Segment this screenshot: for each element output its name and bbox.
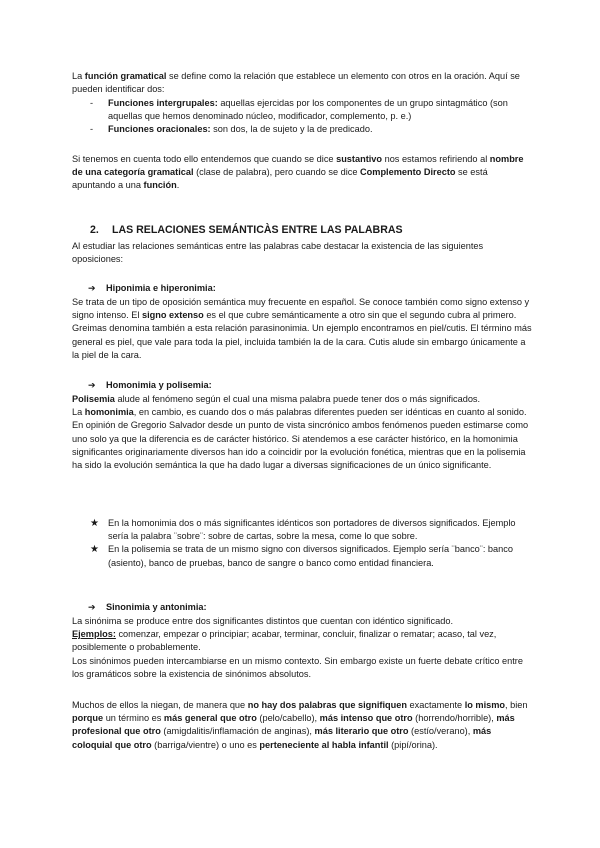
list-item: [72, 97, 532, 123]
final-paragraph: [72, 699, 532, 752]
text-run: nos estamos refiriendo al: [382, 154, 490, 164]
text-run: (clase de palabra), pero cuando se dice: [193, 167, 361, 178]
text-run: se está apuntando a una: [72, 167, 488, 191]
dash-marker: -: [90, 124, 94, 135]
text-run: comenzar, empezar o principiar; acabar, terminar, concluir, finalizar o rematar; acaso, tal vez, posiblemente o probablemente.: [72, 629, 497, 653]
item-text: En la homonimia dos o más significantes idénticos son portadores de diversos significados. Ejemplo sería la palabra ¨sobre¨: sobre de cartas, sobre la mesa, come lo que sobre.: [108, 518, 516, 542]
sustantivo-paragraph: [72, 153, 532, 193]
term: homonimia: [84, 407, 134, 418]
arrow-icon: ➔: [88, 602, 96, 612]
examples-label: Ejemplos:: [72, 629, 116, 640]
section-title: LAS RELACIONES SEMÁNTICÀS ENTRE LAS PALABRAS: [112, 224, 403, 236]
text-run: (pipí/orina).: [388, 739, 438, 750]
section-number: 2.: [90, 224, 99, 236]
text-run: La: [72, 71, 85, 81]
homonimia-body: [72, 393, 532, 472]
text-run: .: [176, 180, 180, 191]
polisemia-line: [72, 393, 532, 406]
item-title: Funciones oracionales:: [108, 124, 211, 135]
text-run: (estío/verano),: [408, 726, 473, 737]
salvador-paragraph: [72, 419, 532, 472]
list-item: [72, 517, 532, 543]
text-run: es el que cubre semánticamente a otro sin que el segundo cubra al primero. Greimas denomina también a esta relación parasinonimia. Un ejemplo encontramos en piel/cutis. El término más general es piel, que vale para toda la piel, incluida también la de la cara. Cutis alude sin embargo únicamente a la piel de la cara.: [72, 310, 532, 360]
text-run: Muchos de ellos la niegan, de manera que: [72, 700, 248, 710]
dash-marker: -: [90, 98, 94, 108]
term: lo mismo: [464, 700, 506, 710]
text-run: alude al fenómeno según el cual una misma palabra puede tener dos o más significados.: [114, 394, 481, 404]
subheading-homonimia: [72, 379, 548, 392]
text-run: (barriga/vientre) o uno es: [151, 739, 260, 750]
text-run: (pelo/cabello),: [256, 713, 320, 724]
term-funcion-gramatical: función gramatical: [84, 71, 167, 81]
text-run: exactamente: [406, 700, 465, 710]
text-run: Se trata de un tipo de oposición semántica muy frecuente en español. Se conoce también como signo extenso y signo intenso. El: [72, 297, 530, 321]
text-run: La: [72, 407, 85, 418]
text-run: Al estudiar las relaciones semánticas entre las palabras cabe destacar la existencia de las siguientes oposiciones:: [72, 241, 484, 265]
term: más general que otro: [163, 713, 257, 724]
term: más literario que otro: [314, 726, 409, 737]
sinonimia-debate: [72, 655, 532, 681]
list-item: [72, 123, 532, 136]
term: Complemento Directo: [360, 167, 456, 178]
subheading-sinonimia: [72, 601, 548, 614]
term: nombre de una categoría gramatical: [72, 154, 524, 178]
sinonimia-examples: [72, 628, 532, 654]
star-icon: ★: [90, 544, 99, 556]
item-text: son dos, la de sujeto y la de predicado.: [210, 124, 373, 135]
arrow-icon: ➔: [88, 283, 96, 293]
subheading-text: Homonimia y polisemia:: [106, 380, 212, 390]
sinonimia-definition: [72, 615, 532, 628]
text-run: , bien: [505, 700, 528, 710]
term: signo extenso: [141, 310, 204, 321]
homonimia-line: [72, 406, 532, 419]
list-item: [72, 543, 532, 569]
subheading-text: Sinonimia y antonimia:: [106, 602, 207, 612]
subheading-text: Hiponimia e hiperonimia:: [106, 283, 216, 293]
functions-list: [72, 97, 532, 137]
item-title: Funciones intergrupales:: [108, 98, 218, 108]
term: función: [143, 180, 177, 191]
text-run: (horrendo/horrible),: [412, 713, 497, 724]
section-heading: [72, 224, 532, 237]
examples-list: [72, 517, 532, 570]
term: no hay dos palabras que signifiquen: [247, 700, 407, 710]
term: porque: [72, 713, 104, 724]
text-run: Los sinónimos pueden intercambiarse en un mismo contexto. Sin embargo existe un fuerte debate crítico entre los gramáticos sobre la existencia de sinónimos absolutos.: [72, 655, 523, 679]
text-run: , en cambio, es cuando dos o más palabras diferentes pueden ser idénticas en cuanto al sonido.: [133, 407, 527, 418]
hiponimia-paragraph: [72, 296, 532, 362]
text-run: La sinónima se produce entre dos significantes distintos que cuentan con idéntico significado.: [72, 616, 454, 626]
term: Polisemia: [72, 394, 115, 404]
section-intro: [72, 240, 532, 266]
text-run: (amigdalitis/inflamación de anginas),: [160, 726, 315, 737]
term: más intenso que otro: [319, 713, 413, 724]
text-run: En opinión de Gregorio Salvador desde un punto de vista sincrónico ambos fenómenos pueden estimarse como uno solo ya que la diferencia es de carácter histórico. Si atendemos a ese carácter histórico, en la homonimia significantes originariamente diversos han ido a coincidir por la evolución fonética, mientras que en la polisemia ha sido la evolución semántica la que ha dado lugar a diversas significaciones de un único significante.: [72, 420, 529, 471]
sinonimia-body: [72, 615, 532, 681]
subheading-hiponimia: [72, 282, 548, 295]
arrow-icon: ➔: [88, 380, 96, 390]
text-run: un término es: [103, 713, 164, 724]
intro-paragraph: [72, 70, 532, 96]
term: perteneciente al habla infantil: [259, 739, 389, 750]
term: sustantivo: [336, 154, 383, 164]
term: más profesional que otro: [72, 713, 515, 737]
text-run: Si tenemos en cuenta todo ello entendemos que cuando se dice: [72, 154, 337, 164]
term: más coloquial que otro: [72, 726, 492, 750]
item-text: En la polisemia se trata de un mismo signo con diversos significados. Ejemplo sería ¨banco¨: banco (asiento), banco de pruebas, banco de sangre o banco como entidad financiera.: [108, 544, 513, 568]
text-run: se define como la relación que establece un elemento con otros en la oración. Aquí se pueden identificar dos:: [72, 71, 520, 95]
star-icon: ★: [90, 518, 99, 529]
item-text: aquellas ejercidas por los componentes de un grupo sintagmático (son aquellas que hemos denominado núcleo, modificador, complemento, p. e.): [108, 98, 508, 122]
